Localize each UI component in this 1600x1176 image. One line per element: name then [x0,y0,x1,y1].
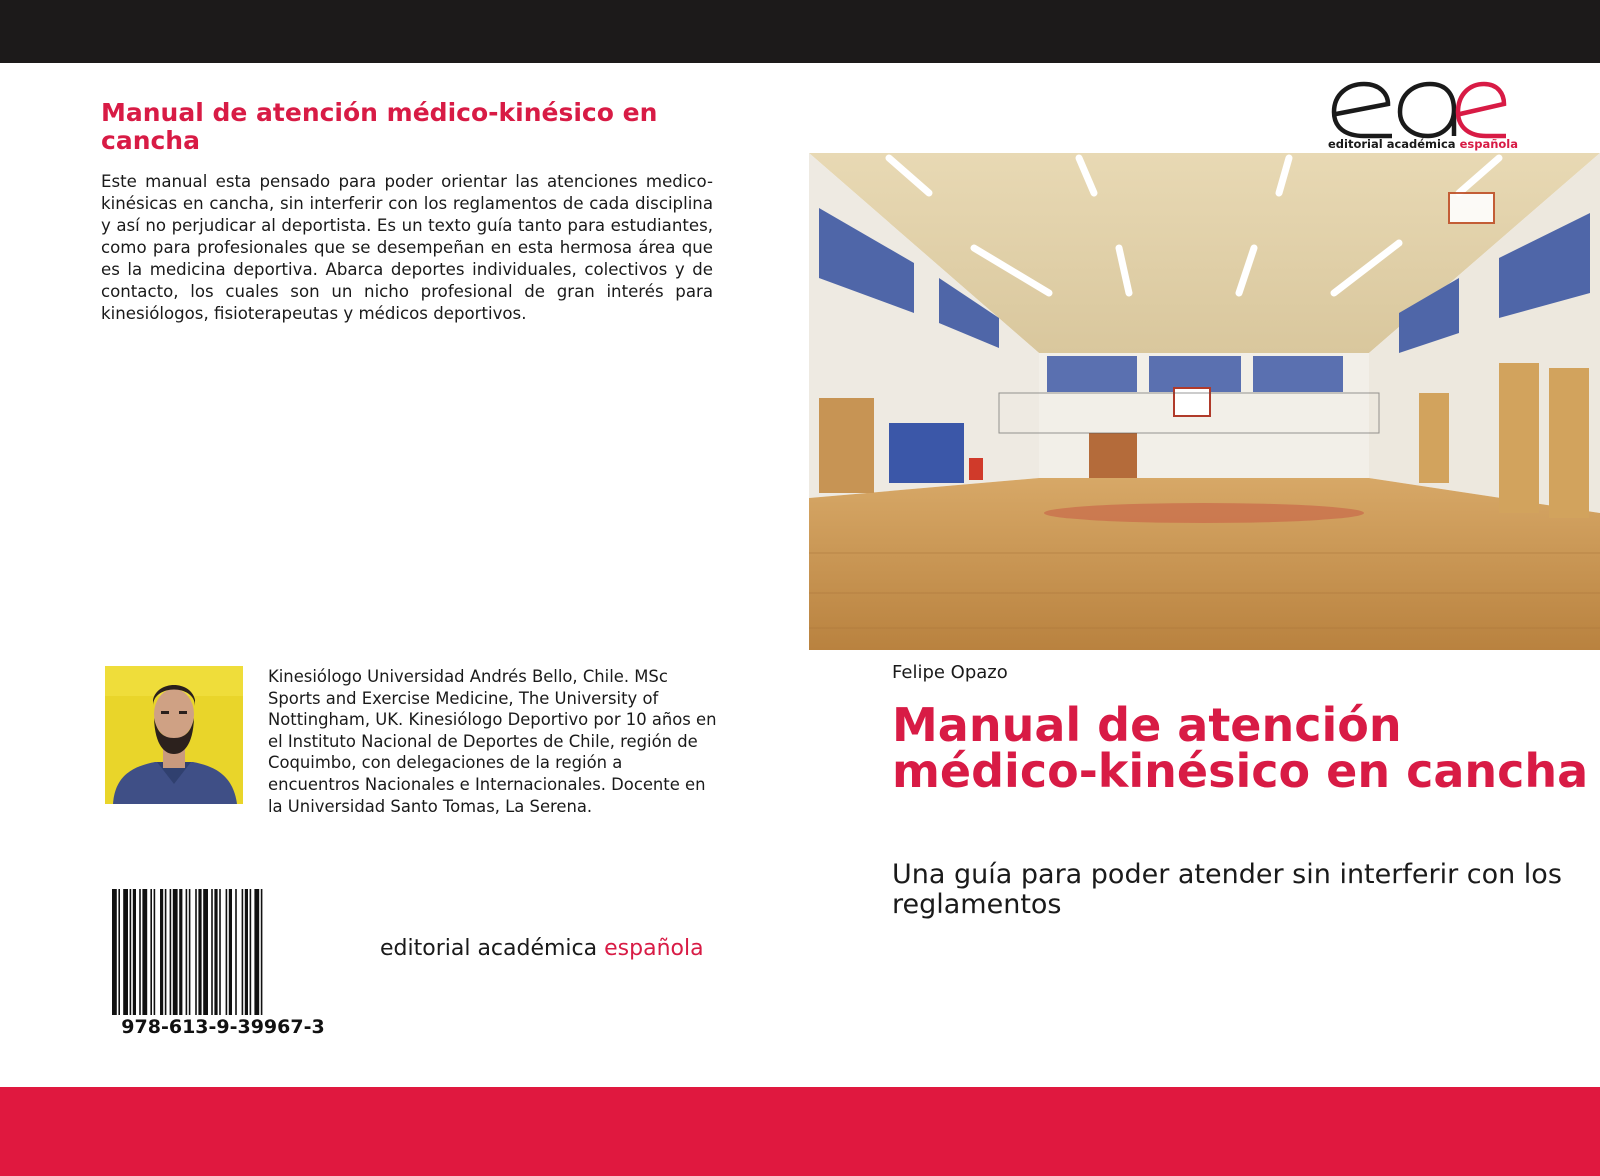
barcode-bar [254,889,259,1015]
barcode-image [110,889,336,1015]
bottom-band [0,1087,1600,1176]
barcode-bar [186,889,188,1015]
barcode-bar [198,889,201,1015]
publisher-wordmark [380,935,720,963]
publisher-name-text: editorial académica [380,936,598,961]
barcode-bar [250,889,252,1015]
barcode-bar [165,889,167,1015]
barcode-bar [261,889,263,1015]
author-bio: Kinesiólogo Universidad Andrés Bello, Chile. MSc Sports and Exercise Medicine, The University of Nottingham, UK. Kinesiólogo Deportivo por 10 años en el Instituto Nacional de Deportes de Chile, región de Coquimbo, con delegaciones de la región a encuentros Nacionales e Internacionales. Docente en la Universidad Santo Tomas, La Serena. [268,667,717,816]
barcode-bar [133,889,136,1015]
front-cover-title: Manual de atención médico-kinésico en cancha [892,698,1589,798]
barcode-bar [170,889,172,1015]
barcode-bar [242,889,244,1015]
barcode-bar [226,889,228,1015]
logo-caption [1328,137,1519,151]
isbn-number: 978-613-9-39967-3 [121,1016,325,1038]
barcode-bar [203,889,208,1015]
back-cover-blurb: Este manual esta pensado para poder orientar las atenciones medico-kinésicas en cancha, sin interferir con los reglamentos de cada disciplina y así no perjudicar al deportista. Es un texto guía tanto para estudiantes, como para profesionales que se desempeñan en esta hermosa área que es la medicina deportiva. Abarca deportes individuales, colectivos y de contacto, los cuales son un nicho profesional de gran interés para kinesiólogos, fisioterapeutas y médicos deportivos. [101,172,713,323]
barcode-bar [150,889,152,1015]
author-photo [105,666,243,804]
barcode-bar [142,889,147,1015]
publisher-name-accent: española [604,936,704,961]
barcode-bar [189,889,191,1015]
barcode-bar [219,889,221,1015]
barcode-bar [245,889,248,1015]
back-cover-title: Manual de atención médico-kinésico en cancha [101,98,658,155]
logo-caption-accent: española [1459,137,1519,151]
barcode-bar [229,889,232,1015]
top-band [0,0,1600,63]
barcode-bar [235,889,237,1015]
barcode-bar [195,889,197,1015]
barcode-bar [173,889,178,1015]
barcode-bar [179,889,182,1015]
logo-caption-text: editorial académica [1328,137,1456,151]
front-cover-subtitle: Una guía para poder atender sin interferir con los reglamentos [892,859,1562,920]
barcode-bar [118,889,120,1015]
barcode-bar [139,889,141,1015]
gymnasium-photo [809,153,1600,650]
barcode-bar [160,889,163,1015]
barcode-bar [154,889,156,1015]
barcode-bar [211,889,213,1015]
barcode-bar [130,889,132,1015]
barcode-bar [112,889,117,1015]
barcode-bar [123,889,128,1015]
barcode-bar [214,889,217,1015]
author-name: Felipe Opazo [892,662,1008,683]
